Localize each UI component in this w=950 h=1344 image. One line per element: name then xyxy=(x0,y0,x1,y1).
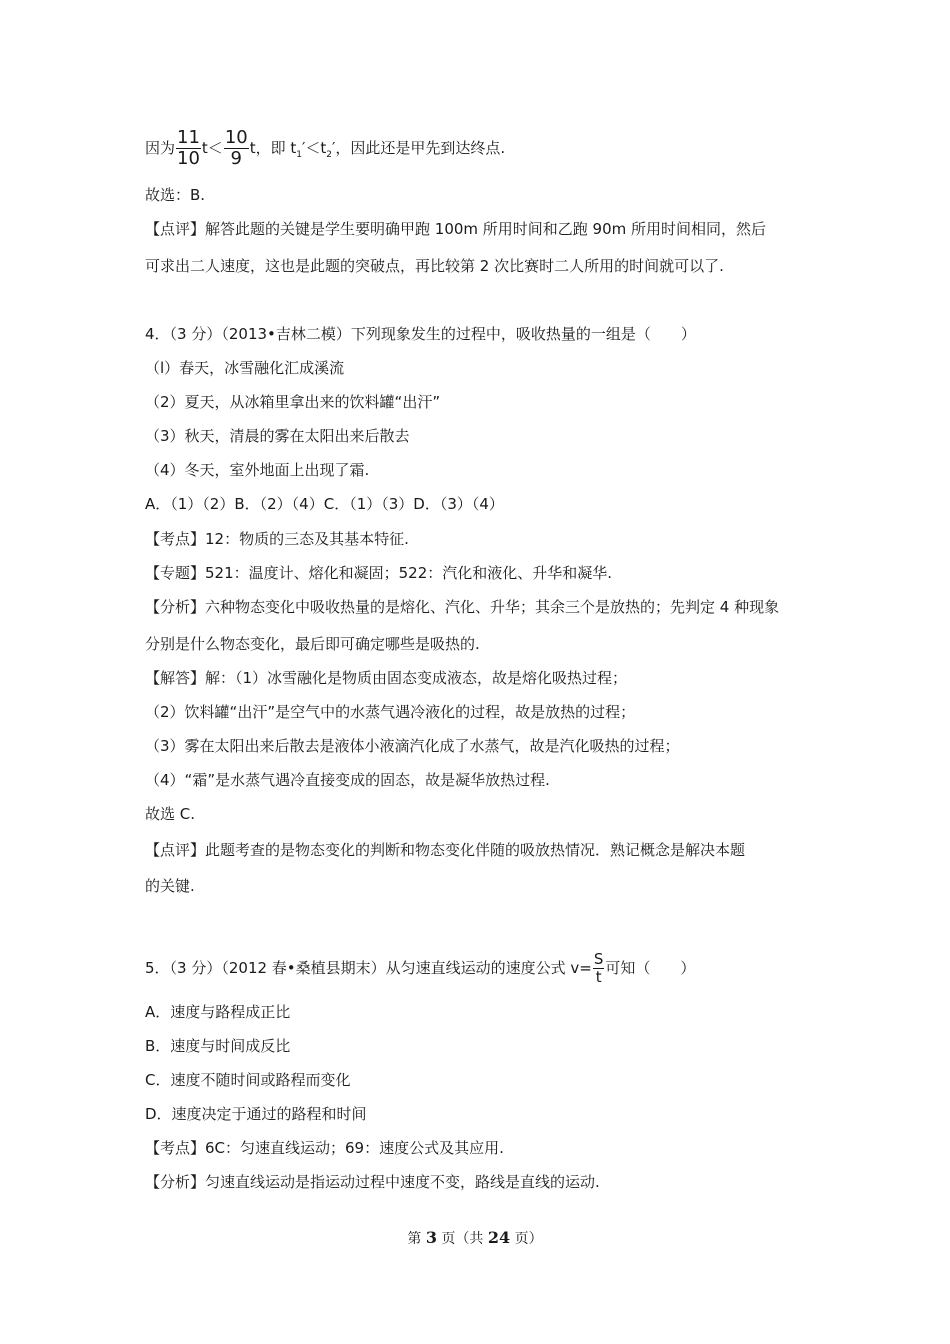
q4-item-1: （l）春天，冰雪融化汇成溪流 xyxy=(145,359,345,377)
q5-kaodian: 【考点】6C：匀速直线运动；69：速度公式及其应用. xyxy=(145,1139,504,1157)
q5-analysis: 【分析】匀速直线运动是指运动过程中速度不变，路线是直线的运动. xyxy=(145,1173,600,1191)
q3-comment-line1: 【点评】解答此题的关键是学生要明确甲跑 100m 所用时间和乙跑 90m 所用时间相同，然后 xyxy=(145,220,767,238)
q4-solution-line1: 【解答】解：（1）冰雪融化是物质由固态变成液态，故是熔化吸热过程； xyxy=(145,669,628,687)
fraction-s-over-t: $\frac{S}{t}$ xyxy=(593,950,604,986)
q5-option-b: B．速度与时间成反比 xyxy=(145,1037,291,1055)
page-number: 3 xyxy=(425,1228,437,1247)
q4-stem: 4．（3 分）（2013•吉林二模）下列现象发生的过程中，吸收热量的一组是（ ） xyxy=(145,325,696,343)
page-footer: 第 3 页（共 24 页） xyxy=(407,1228,543,1247)
q3-answer: 故选：B. xyxy=(145,186,206,204)
page-total: 24 xyxy=(487,1228,511,1247)
q4-comment-line2: 的关键. xyxy=(145,877,195,895)
q4-comment-line1: 【点评】此题考查的是物态变化的判断和物态变化伴随的吸放热情况．熟记概念是解决本题 xyxy=(145,841,746,859)
q4-kaodian: 【考点】12：物质的三态及其基本特征. xyxy=(145,530,409,548)
q4-analysis-line1: 【分析】六种物态变化中吸收热量的是熔化、汽化、升华；其余三个是放热的；先判定 4 种现象 xyxy=(145,598,780,616)
q4-item-4: （4）冬天，室外地面上出现了霜. xyxy=(145,461,370,479)
q4-solution-line3: （3）雾在太阳出来后散去是液体小液滴汽化成了水蒸气，故是汽化吸热的过程； xyxy=(145,737,680,755)
q4-solution-line2: （2）饮料罐“出汗”是空气中的水蒸气遇冷液化的过程，故是放热的过程； xyxy=(145,703,636,721)
q4-answer: 故选 C. xyxy=(145,805,196,823)
q5-option-c: C．速度不随时间或路程而变化 xyxy=(145,1071,351,1089)
q4-solution-line4: （4）“霜”是水蒸气遇冷直接变成的固态，故是凝华放热过程. xyxy=(145,771,550,789)
q5-option-a: A．速度与路程成正比 xyxy=(145,1003,291,1021)
q3-conclusion-line: 因为 $\frac{11}{10}$ t＜ $\frac{10}{9}$ t，即 $t_1'<t_2'$，因此还是甲先到达终点. xyxy=(145,127,506,169)
q5-option-d: D．速度决定于通过的路程和时间 xyxy=(145,1105,367,1123)
q4-zhuanti: 【专题】521：温度计、熔化和凝固；522：汽化和液化、升华和凝华. xyxy=(145,564,613,582)
q4-item-3: （3）秋天，清晨的雾在太阳出来后散去 xyxy=(145,427,410,445)
q4-options: A．（1）（2）B．（2）（4）C．（1）（3）D．（3）（4） xyxy=(145,495,504,513)
q4-item-2: （2）夏天，从冰箱里拿出来的饮料罐“出汗” xyxy=(145,393,441,411)
q4-analysis-line2: 分别是什么物态变化，最后即可确定哪些是吸热的. xyxy=(145,635,480,653)
fraction-10-9: $\frac{10}{9}$ xyxy=(224,127,248,169)
q5-stem: 5．（3 分）（2012 春•桑植县期末）从匀速直线运动的速度公式 v= $\frac{S}{t}$ 可知（ ） xyxy=(145,950,696,986)
fraction-11-10: $\frac{11}{10}$ xyxy=(177,127,200,169)
q3-comment-line2: 可求出二人速度，这也是此题的突破点，再比较第 2 次比赛时二人所用的时间就可以了. xyxy=(145,257,724,275)
